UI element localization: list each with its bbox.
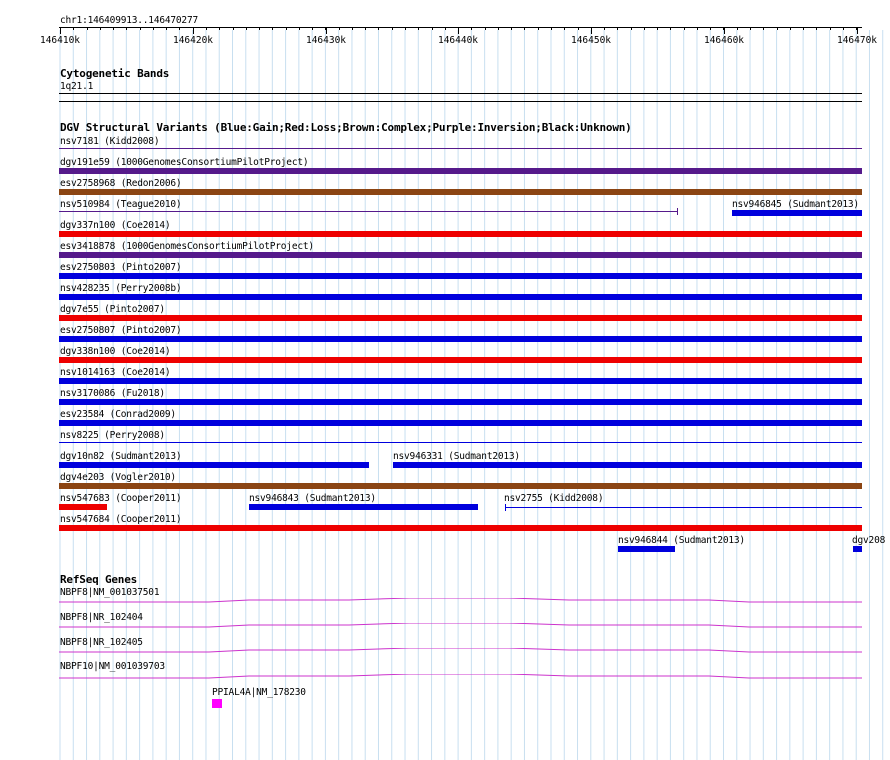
gene-label[interactable]: NBPF10|NM_001039703 bbox=[60, 661, 165, 672]
ruler-minor-tick bbox=[365, 27, 366, 30]
ruler-minor-tick bbox=[498, 27, 499, 30]
variant-label[interactable]: dgv338n100 (Coe2014) bbox=[60, 346, 171, 357]
variant-label[interactable]: dgv191e59 (1000GenomesConsortiumPilotProject) bbox=[60, 157, 309, 168]
ruler-minor-tick bbox=[140, 27, 141, 30]
variant-feature-gain[interactable] bbox=[59, 378, 862, 384]
variant-label[interactable]: nsv946844 (Sudmant2013) bbox=[618, 535, 745, 546]
ruler-minor-tick bbox=[193, 27, 194, 30]
variant-feature-complex[interactable] bbox=[59, 189, 862, 195]
variant-label[interactable]: esv23584 (Conrad2009) bbox=[60, 409, 176, 420]
variant-feature-gain[interactable] bbox=[505, 507, 862, 508]
variant-feature-gain[interactable] bbox=[59, 336, 862, 342]
variant-feature-gain[interactable] bbox=[59, 273, 862, 279]
variant-label[interactable]: nsv428235 (Perry2008b) bbox=[60, 283, 182, 294]
variant-feature-loss[interactable] bbox=[59, 525, 862, 531]
variant-label[interactable]: esv2758968 (Redon2006) bbox=[60, 178, 182, 189]
ruler-minor-tick bbox=[777, 27, 778, 30]
cytoband-track-title: Cytogenetic Bands bbox=[60, 67, 170, 80]
variant-label[interactable]: dgv337n100 (Coe2014) bbox=[60, 220, 171, 231]
ruler-minor-tick bbox=[392, 27, 393, 30]
ruler-minor-tick bbox=[153, 27, 154, 30]
ruler-minor-tick bbox=[312, 27, 313, 30]
variant-label[interactable]: nsv946845 (Sudmant2013) bbox=[732, 199, 859, 210]
ruler-minor-tick bbox=[471, 27, 472, 30]
ruler-minor-tick bbox=[113, 27, 114, 30]
ruler-minor-tick bbox=[830, 27, 831, 30]
variant-feature-complex[interactable] bbox=[59, 483, 862, 489]
gene-model[interactable] bbox=[59, 623, 862, 629]
ruler-minor-tick bbox=[445, 27, 446, 30]
ruler-minor-tick bbox=[723, 27, 724, 30]
ruler-minor-tick bbox=[418, 27, 419, 30]
ruler-minor-tick bbox=[378, 27, 379, 30]
ruler-tick-label: 146430k bbox=[305, 35, 347, 46]
ruler-tick-label: 146420k bbox=[172, 35, 214, 46]
variant-feature-loss[interactable] bbox=[59, 315, 862, 321]
ruler-minor-tick bbox=[657, 27, 658, 30]
ruler-minor-tick bbox=[233, 27, 234, 30]
ruler-tick-label: 146440k bbox=[437, 35, 479, 46]
cytoband-line-bottom bbox=[59, 101, 862, 102]
ruler-minor-tick bbox=[710, 27, 711, 30]
gene-intron-line bbox=[59, 674, 862, 678]
ruler-minor-tick bbox=[816, 27, 817, 30]
variant-label[interactable]: nsv510984 (Teague2010) bbox=[60, 199, 182, 210]
variant-feature-gain[interactable] bbox=[59, 399, 862, 405]
ruler-minor-tick bbox=[750, 27, 751, 30]
ruler-minor-tick bbox=[219, 27, 220, 30]
variant-label[interactable]: nsv1014163 (Coe2014) bbox=[60, 367, 171, 378]
variant-feature-gain[interactable] bbox=[732, 210, 862, 216]
dgv-track-title: DGV Structural Variants (Blue:Gain;Red:Loss;Brown:Complex;Purple:Inversion;Black:Unknown) bbox=[60, 121, 632, 134]
variant-label[interactable]: nsv946331 (Sudmant2013) bbox=[393, 451, 520, 462]
variant-feature-gain[interactable] bbox=[59, 442, 862, 443]
gene-label[interactable]: PPIAL4A|NM_178230 bbox=[212, 687, 306, 698]
ruler-minor-tick bbox=[166, 27, 167, 30]
ruler-minor-tick bbox=[684, 27, 685, 30]
ruler-minor-tick bbox=[524, 27, 525, 30]
ruler-minor-tick bbox=[246, 27, 247, 30]
region-label: chr1:146409913..146470277 bbox=[60, 15, 198, 26]
ruler-minor-tick bbox=[604, 27, 605, 30]
ruler-minor-tick bbox=[591, 27, 592, 30]
ruler-minor-tick bbox=[564, 27, 565, 30]
ruler-minor-tick bbox=[511, 27, 512, 30]
ruler-minor-tick bbox=[179, 27, 180, 30]
gene-model[interactable] bbox=[59, 598, 862, 604]
gene-intron-line bbox=[59, 648, 862, 652]
variant-feature-gain[interactable] bbox=[59, 294, 862, 300]
gene-label[interactable]: NBPF8|NR_102405 bbox=[60, 637, 143, 648]
ruler-minor-tick bbox=[73, 27, 74, 30]
ruler-minor-tick bbox=[272, 27, 273, 30]
variant-label[interactable]: esv2750803 (Pinto2007) bbox=[60, 262, 182, 273]
variant-label[interactable]: nsv946843 (Sudmant2013) bbox=[249, 493, 376, 504]
variant-feature-inversion[interactable] bbox=[59, 168, 862, 174]
ruler-minor-tick bbox=[432, 27, 433, 30]
variant-label[interactable]: dgv4e203 (Vogler2010) bbox=[60, 472, 176, 483]
ruler-minor-tick bbox=[352, 27, 353, 30]
variant-feature-gain[interactable] bbox=[618, 546, 675, 552]
cytoband-line-top bbox=[59, 93, 862, 94]
gene-label[interactable]: NBPF8|NR_102404 bbox=[60, 612, 143, 623]
gene-model[interactable] bbox=[59, 674, 862, 680]
ruler-tick bbox=[857, 27, 858, 34]
ruler-minor-tick bbox=[87, 27, 88, 30]
ruler-minor-tick bbox=[299, 27, 300, 30]
variant-label[interactable]: nsv8225 (Perry2008) bbox=[60, 430, 165, 441]
ruler-minor-tick bbox=[843, 27, 844, 30]
refseq-track-title: RefSeq Genes bbox=[60, 573, 138, 586]
variant-feature-gain[interactable] bbox=[59, 420, 862, 426]
variant-label[interactable]: nsv547684 (Cooper2011) bbox=[60, 514, 182, 525]
variant-feature-loss[interactable] bbox=[59, 357, 862, 363]
variant-label[interactable]: esv3418878 (1000GenomesConsortiumPilotProject) bbox=[60, 241, 314, 252]
variant-feature-gain[interactable] bbox=[59, 462, 369, 468]
variant-end-cap bbox=[677, 208, 678, 215]
ruler-tick-label: 146470k bbox=[836, 35, 878, 46]
ruler-minor-tick bbox=[60, 27, 61, 30]
ruler-minor-tick bbox=[578, 27, 579, 30]
variant-label[interactable]: esv2750807 (Pinto2007) bbox=[60, 325, 182, 336]
ruler-minor-tick bbox=[617, 27, 618, 30]
ruler-minor-tick bbox=[286, 27, 287, 30]
cytoband-label[interactable]: 1q21.1 bbox=[60, 81, 94, 92]
ruler-minor-tick bbox=[670, 27, 671, 30]
ruler-minor-tick bbox=[126, 27, 127, 30]
variant-feature-gain[interactable] bbox=[249, 504, 478, 510]
ruler-minor-tick bbox=[485, 27, 486, 30]
ruler-minor-tick bbox=[100, 27, 101, 30]
ruler-minor-tick bbox=[325, 27, 326, 30]
ruler-minor-tick bbox=[763, 27, 764, 30]
gene-intron-line bbox=[59, 623, 862, 627]
gene-model-exon[interactable] bbox=[212, 699, 222, 708]
variant-label[interactable]: nsv3170086 (Fu2018) bbox=[60, 388, 165, 399]
variant-feature-loss[interactable] bbox=[59, 504, 107, 510]
variant-label[interactable]: dgv10n82 (Sudmant2013) bbox=[60, 451, 182, 462]
ruler-minor-tick bbox=[697, 27, 698, 30]
variant-feature-inversion[interactable] bbox=[59, 252, 862, 258]
ruler-minor-tick bbox=[803, 27, 804, 30]
variant-label[interactable]: nsv2755 (Kidd2008) bbox=[504, 493, 604, 504]
variant-feature-inversion[interactable] bbox=[59, 148, 862, 149]
variant-end-cap bbox=[505, 504, 506, 511]
ruler-minor-tick bbox=[538, 27, 539, 30]
ruler-minor-tick bbox=[551, 27, 552, 30]
variant-label[interactable]: nsv547683 (Cooper2011) bbox=[60, 493, 182, 504]
variant-label[interactable]: nsv7181 (Kidd2008) bbox=[60, 136, 160, 147]
ruler-tick-label: 146410k bbox=[39, 35, 81, 46]
ruler-minor-tick bbox=[644, 27, 645, 30]
variant-feature-inversion[interactable] bbox=[59, 211, 678, 212]
variant-feature-gain[interactable] bbox=[853, 546, 862, 552]
ruler-minor-tick bbox=[206, 27, 207, 30]
ruler-minor-tick bbox=[458, 27, 459, 30]
variant-feature-loss[interactable] bbox=[59, 231, 862, 237]
ruler-minor-tick bbox=[339, 27, 340, 30]
ruler-minor-tick bbox=[631, 27, 632, 30]
ruler-minor-tick bbox=[405, 27, 406, 30]
variant-feature-gain[interactable] bbox=[393, 462, 862, 468]
gene-model[interactable] bbox=[59, 648, 862, 654]
variant-label[interactable]: dgv208 bbox=[852, 535, 886, 546]
variant-label[interactable]: dgv7e55 (Pinto2007) bbox=[60, 304, 165, 315]
ruler-tick bbox=[724, 27, 725, 34]
ruler-minor-tick bbox=[856, 27, 857, 30]
ruler-tick-label: 146450k bbox=[570, 35, 612, 46]
gene-intron-line bbox=[59, 598, 862, 602]
ruler-tick-label: 146460k bbox=[703, 35, 745, 46]
gene-label[interactable]: NBPF8|NM_001037501 bbox=[60, 587, 160, 598]
ruler-minor-tick bbox=[259, 27, 260, 30]
ruler-tick bbox=[326, 27, 327, 34]
ruler-minor-tick bbox=[737, 27, 738, 30]
ruler-minor-tick bbox=[790, 27, 791, 30]
